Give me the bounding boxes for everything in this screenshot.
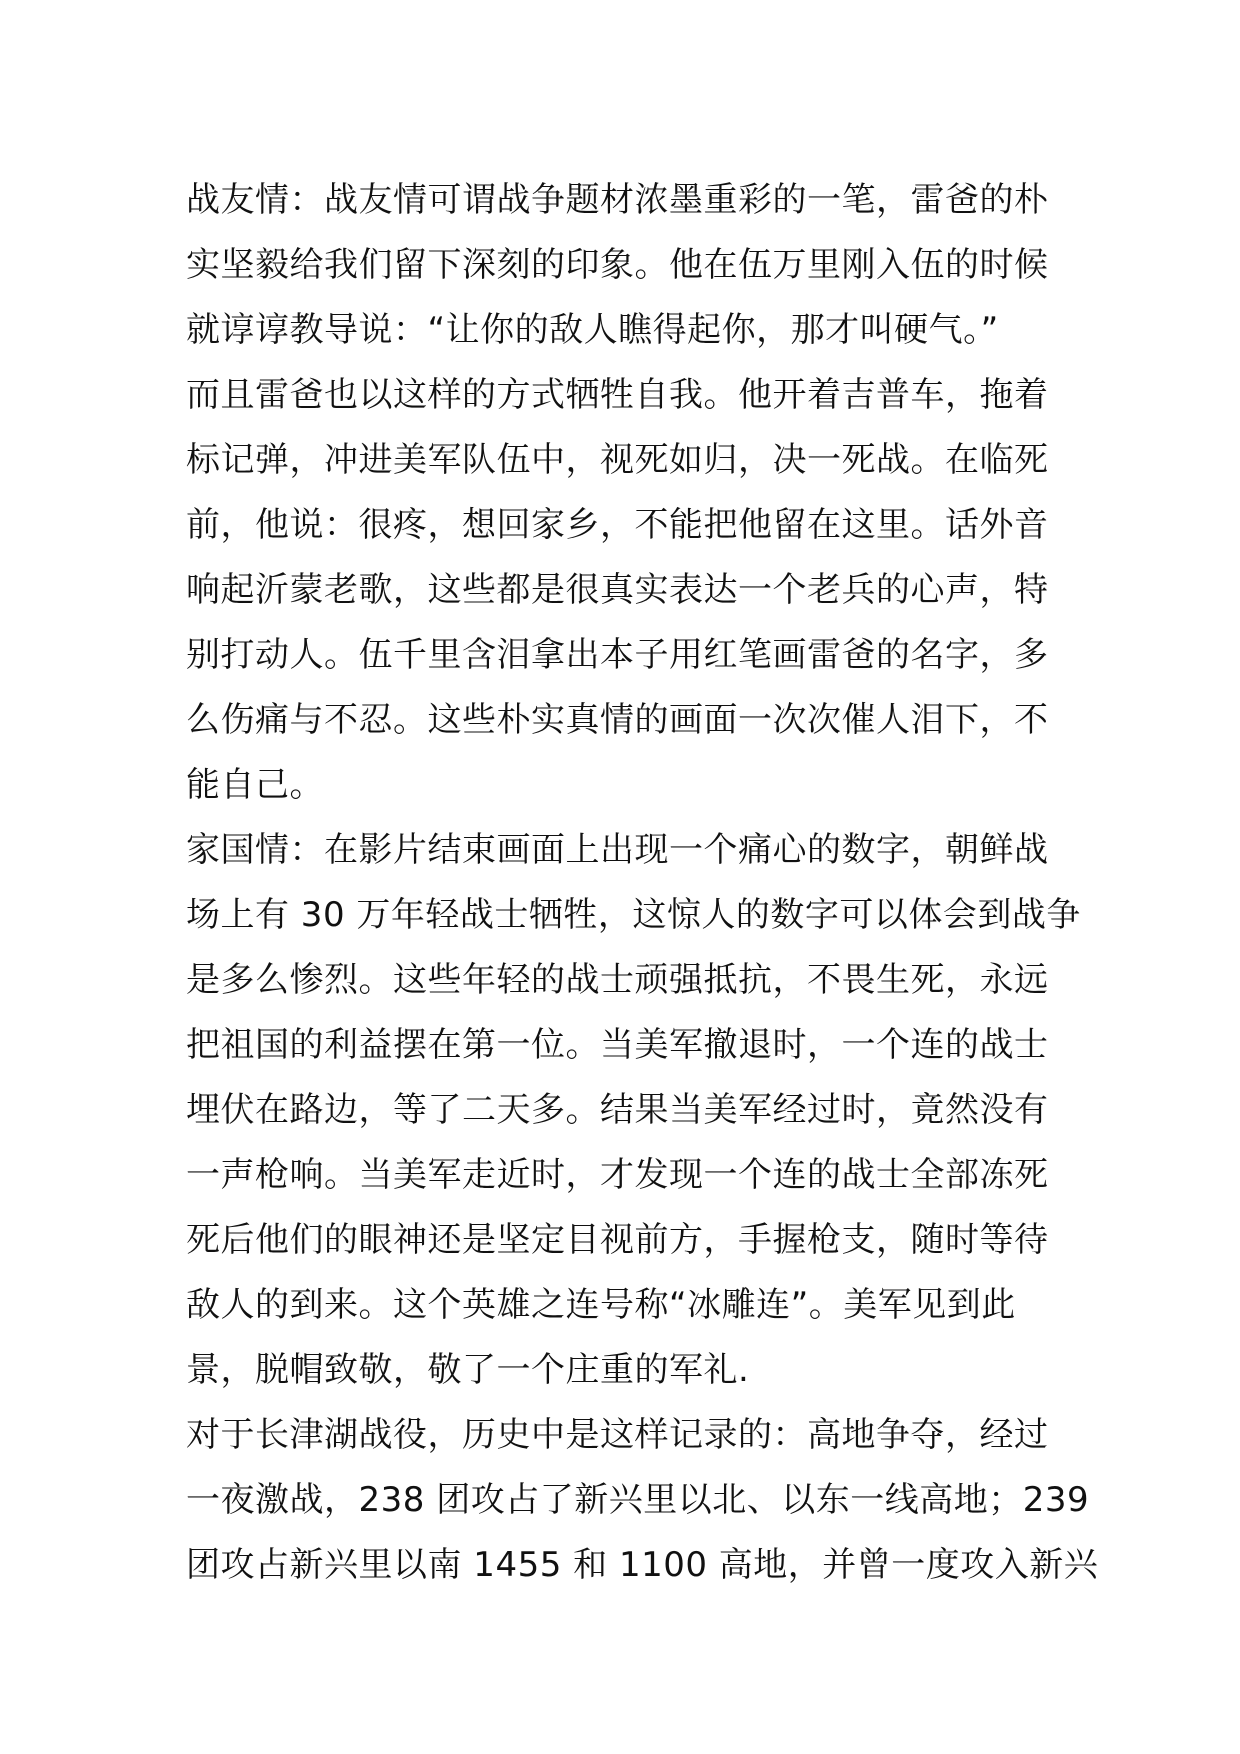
- text-line: 战友情：战友情可谓战争题材浓墨重彩的一笔，雷爸的朴: [186, 180, 1049, 220]
- text-line: 死后他们的眼神还是坚定目视前方，手握枪支，随时等待: [186, 1220, 1049, 1260]
- text-line: 实坚毅给我们留下深刻的印象。他在伍万里刚入伍的时候: [186, 245, 1049, 285]
- text-line: 能自己。: [186, 765, 324, 805]
- text-line: 一夜激战，238 团攻占了新兴里以北、以东一线高地；239: [186, 1480, 1090, 1520]
- text-line: 就谆谆教导说：“让你的敌人瞧得起你，那才叫硬气。”: [186, 310, 999, 350]
- text-line: 敌人的到来。这个英雄之连号称“冰雕连”。美军见到此: [186, 1285, 1016, 1325]
- text-line: 而且雷爸也以这样的方式牺牲自我。他开着吉普车，拖着: [186, 375, 1049, 415]
- text-line: 景，脱帽致敬，敬了一个庄重的军礼.: [186, 1350, 750, 1390]
- text-line: 场上有 30 万年轻战士牺牲，这惊人的数字可以体会到战争: [186, 895, 1081, 935]
- text-line: 标记弹，冲进美军队伍中，视死如归，决一死战。在临死: [186, 440, 1049, 480]
- text-line: 对于长津湖战役，历史中是这样记录的：高地争夺，经过: [186, 1415, 1049, 1455]
- text-line: 是多么惨烈。这些年轻的战士顽强抵抗，不畏生死，永远: [186, 960, 1049, 1000]
- text-line: 家国情：在影片结束画面上出现一个痛心的数字，朝鲜战: [186, 830, 1049, 870]
- text-line: 一声枪响。当美军走近时，才发现一个连的战士全部冻死: [186, 1155, 1049, 1195]
- text-line: 把祖国的利益摆在第一位。当美军撤退时，一个连的战士: [186, 1025, 1049, 1065]
- text-line: 埋伏在路边，等了二天多。结果当美军经过时，竟然没有: [186, 1090, 1049, 1130]
- text-line: 响起沂蒙老歌，这些都是很真实表达一个老兵的心声，特: [186, 570, 1049, 610]
- text-line: 前，他说：很疼，想回家乡，不能把他留在这里。话外音: [186, 505, 1049, 545]
- body-text: [186, 168, 1099, 1598]
- text-line: 么伤痛与不忍。这些朴实真情的画面一次次催人泪下，不: [186, 700, 1049, 740]
- text-line: 别打动人。伍千里含泪拿出本子用红笔画雷爸的名字，多: [186, 635, 1049, 675]
- text-line: 团攻占新兴里以南 1455 和 1100 高地，并曾一度攻入新兴: [186, 1545, 1099, 1585]
